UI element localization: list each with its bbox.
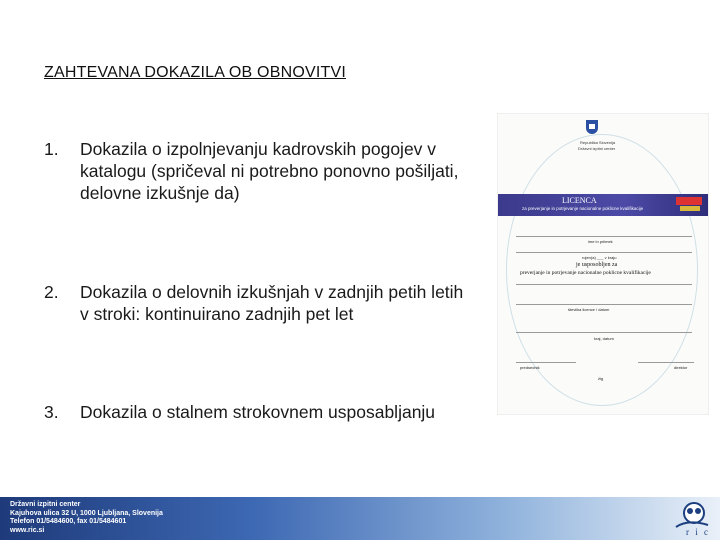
list-item-number: 1.	[44, 139, 59, 159]
list-item-text: Dokazila o izpolnjevanju kadrovskih pogojev v katalogu (spričeval ni potrebno ponovno pošiljati, delovne izkušnje da)	[80, 139, 459, 203]
list-item-text: Dokazila o delovnih izkušnjah v zadnjih petih letih v stroki: kontinuirano zadnjih pet let	[80, 282, 464, 324]
cert-label-kraj: kraj, datum	[594, 336, 614, 341]
cert-field-line	[516, 332, 692, 333]
cert-signature-line	[516, 362, 576, 363]
ric-logo-text: r i c	[686, 527, 710, 537]
footer-website[interactable]: www.ric.si	[10, 526, 45, 534]
page-title: ZAHTEVANA DOKAZILA OB OBNOVITVI	[44, 64, 346, 81]
cert-label-predsednik: predsednik	[520, 365, 540, 370]
footer-address: Kajuhova ulica 32 U, 1000 Ljubljana, Slovenija	[10, 509, 163, 517]
list-item-text: Dokazila o stalnem strokovnem usposabljanju	[80, 402, 436, 422]
cert-label-direktor: direktor	[674, 365, 688, 370]
list-item-number: 2.	[44, 282, 59, 302]
cert-field-line	[516, 284, 692, 285]
cert-field-line	[516, 236, 692, 237]
coat-of-arms-icon	[586, 120, 598, 134]
cert-label-ime: ime in priimek	[588, 239, 613, 244]
cert-field-line	[516, 252, 692, 253]
list-item-number: 3.	[44, 402, 59, 422]
cert-title: LICENCA	[562, 196, 597, 205]
footer-phone: Telefon 01/5484600, fax 01/5484601	[10, 518, 127, 526]
cert-usposobljen: je usposobljen za	[576, 262, 618, 268]
footer-contact	[10, 501, 163, 535]
cert-header-line2: Državni izpitni center	[578, 146, 616, 151]
footer	[0, 497, 720, 540]
cert-signature-line	[638, 362, 694, 363]
cert-label-zig: žig	[598, 376, 604, 381]
cert-label-rojen: rojen(a) ___ v kraju	[582, 255, 617, 260]
flag-icon	[676, 197, 702, 205]
footer-org-name: Državni izpitni center	[10, 501, 81, 508]
cert-title-band	[498, 194, 708, 216]
cert-preverjanje: preverjanje in potrjevanje nacionalne poklicne kvalifikacije	[520, 270, 651, 276]
cert-header-line1: Republika Slovenija	[580, 140, 616, 145]
cert-subtitle: za preverjanje in potrjevanje nacionalne poklicne kvalifikacije	[522, 206, 644, 211]
stars-icon	[680, 206, 700, 211]
license-certificate-image	[497, 113, 709, 415]
cert-field-line	[516, 304, 692, 305]
cert-label-evidencna: številka licence / datum	[568, 307, 610, 312]
